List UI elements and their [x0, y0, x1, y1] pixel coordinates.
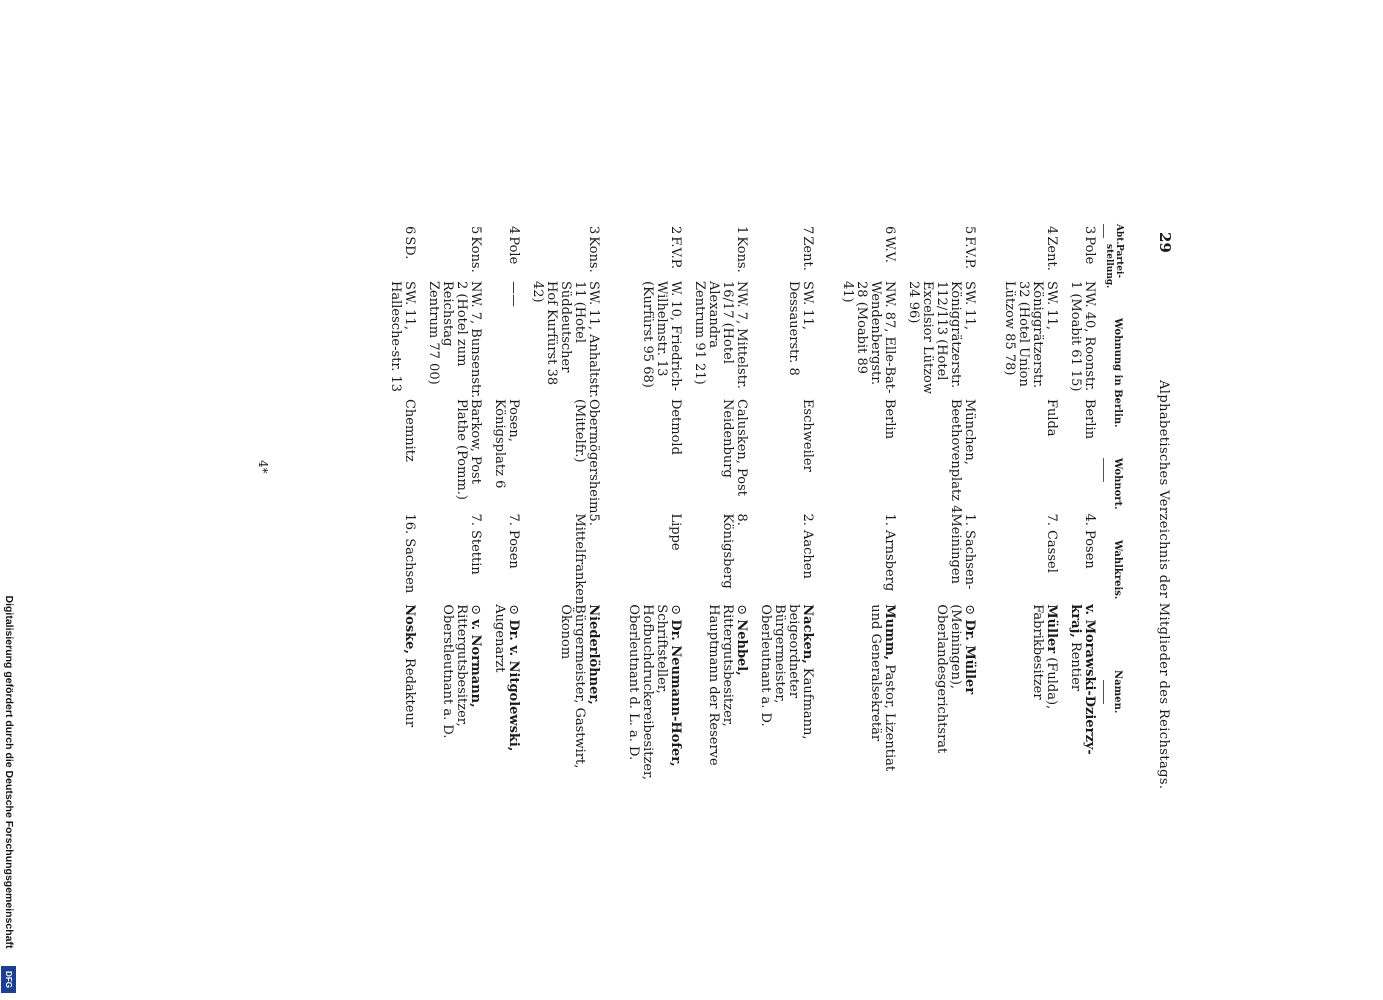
name-cell	[1068, 604, 1096, 780]
member-name: Dr. Müller	[962, 619, 977, 695]
signature-mark: 4*	[256, 460, 270, 474]
member-mark: ⊙	[468, 604, 483, 616]
member-occupation: Rittergutsbesitzer, Hauptmann der Reserve	[706, 604, 735, 766]
table-row	[492, 224, 520, 780]
column-header-wohnung: Wohnung in Berlin.	[1112, 318, 1123, 428]
wahlkreis-cell: 1. Arnsberg	[882, 513, 897, 592]
abt-cell: 6	[402, 226, 417, 235]
row-spacer	[520, 224, 530, 780]
column-header-wahlkreis: Wahlkreis.	[1112, 540, 1123, 600]
column-header-fraktion: Partei-stellung.	[1104, 244, 1124, 289]
member-mark: ⊙	[962, 604, 977, 616]
name-cell	[692, 604, 748, 780]
header-rule	[1103, 680, 1104, 704]
wahlkreis-cell: 8. Königsberg	[720, 513, 749, 589]
wohnung-cell: W. 10, Friedrich-Wilhelmstr. 13 (Kurfürst 95 68)	[640, 281, 683, 392]
wahlkreis-cell: 4. Posen	[1082, 513, 1097, 569]
member-occupation: Redakteur	[402, 658, 417, 728]
wohnung-cell: ——	[506, 281, 521, 308]
header-rule	[1103, 224, 1104, 238]
members-table	[378, 224, 1096, 780]
wahlkreis-cell: 5. Mittelfranken	[572, 513, 601, 605]
abt-cell: 6	[882, 226, 897, 235]
abt-cell: 4	[506, 226, 521, 235]
wohnort-cell: Chemnitz	[402, 398, 417, 462]
page-number: 29	[1156, 232, 1174, 253]
name-cell	[840, 604, 896, 780]
wahlkreis-cell: 7. Posen	[506, 513, 521, 569]
wahlkreis-cell: Lippe	[668, 513, 683, 551]
wahlkreis-cell: 7. Cassel	[1044, 513, 1059, 573]
table-row	[758, 224, 814, 780]
member-name: Müller	[1044, 604, 1059, 654]
fraktion-cell: Kons.	[586, 236, 601, 273]
member-occupation: Bürgermeister, Gastwirt, Ökonom	[558, 604, 587, 769]
member-occupation: Kaufmann, beigeordneter Bürgermeister, Oberleutnant a. D.	[758, 604, 815, 740]
wohnort-cell: Fulda	[1044, 398, 1059, 437]
name-cell	[626, 604, 682, 780]
fraktion-cell: Zent.	[1044, 236, 1059, 271]
member-occupation: Schriftsteller, Hofbuchdruckereibesitzer, Oberleutnant d. L. a. D.	[626, 604, 669, 780]
table-row	[840, 224, 896, 780]
row-spacer	[600, 224, 626, 780]
wohnung-cell: NW. 7, Mittelstr. 16/17 (Hotel Alexandra Zentrum 91 21)	[692, 281, 749, 389]
member-occupation: Augenarzt	[492, 604, 507, 673]
member-name: Niederlöhner,	[586, 604, 601, 705]
member-occupation: Rentier	[1068, 641, 1083, 692]
name-cell	[530, 604, 600, 780]
wohnort-cell: Obermögersheim (Mittelfr.)	[572, 398, 601, 514]
row-spacer	[814, 224, 840, 780]
wohnung-cell: NW. 7, Bunsenstr. 2 (Hotel zum Reichstag Zentrum 77 00)	[426, 281, 483, 399]
fraktion-cell: Zent.	[800, 236, 815, 271]
row-spacer	[896, 224, 906, 780]
wohnort-cell: Berlin	[882, 398, 897, 440]
fraktion-cell: F.V.P.	[668, 236, 683, 269]
abt-cell: 3	[586, 226, 601, 235]
rotated-page	[236, 210, 1176, 790]
fraktion-cell: SD.	[402, 236, 417, 260]
member-occupation: (Fulda), Fabrikbesitzer	[1030, 604, 1059, 710]
member-occupation: (Meiningen), Oberlandesgerichtsrat	[934, 604, 963, 754]
member-name: Noske,	[402, 604, 417, 654]
wohnort-cell: München, Beethovenplatz 4	[948, 398, 977, 514]
table-row	[530, 224, 600, 780]
row-spacer	[378, 224, 388, 780]
member-name: Nacken,	[800, 604, 815, 664]
member-mark: ⊙	[734, 604, 749, 616]
header-rule	[1103, 458, 1104, 482]
row-spacer	[748, 224, 758, 780]
table-row	[1002, 224, 1058, 780]
abt-cell: 5	[962, 226, 977, 235]
member-occupation: Pastor, Lizentiat und Generalsekretär	[868, 604, 897, 772]
member-mark: ⊙	[506, 604, 521, 616]
name-cell	[758, 604, 814, 780]
abt-cell: 3	[1082, 226, 1097, 235]
table-row	[388, 224, 416, 780]
row-spacer	[482, 224, 492, 780]
wohnung-cell: NW. 87, Elle-Bat-Wendenbergstr. 28 (Moabit 89 41)	[840, 281, 897, 394]
wohnort-cell: Barkow, Post Plathe (Pomm.)	[454, 398, 483, 500]
fraktion-cell: Kons.	[734, 236, 749, 273]
member-name: Mumm,	[882, 604, 897, 661]
member-name: v. Morawski-Dzierzy-kraj,	[1068, 604, 1097, 755]
table-row	[626, 224, 682, 780]
name-cell	[906, 604, 976, 780]
abt-cell: 2	[668, 226, 683, 235]
fraktion-cell: Pole	[506, 236, 521, 265]
wohnung-cell: SW. 11, Anhaltstr. 11 (Hotel Süddeutscher Hof Kurfürst 38 42)	[530, 281, 601, 399]
member-name: v. Normann,	[468, 619, 483, 708]
member-name: Dr. v. Nitgolewski,	[506, 619, 521, 752]
name-cell	[388, 604, 416, 780]
wohnort-cell: Detmold	[668, 398, 683, 455]
column-header-name: Namen.	[1112, 670, 1123, 714]
row-spacer	[416, 224, 426, 780]
wohnort-cell: Berlin	[1082, 398, 1097, 440]
fraktion-cell: Pole	[1082, 236, 1097, 265]
dfg-logo: DFG	[1, 966, 16, 993]
page-header	[1152, 210, 1174, 790]
wahlkreis-cell: 2. Aachen	[800, 513, 815, 579]
credit-text: Digitalisierung gefördert durch die Deutsche Forschungsgemeinschaft	[3, 595, 15, 949]
wohnort-cell: Posen, Königsplatz 6	[492, 398, 521, 489]
fraktion-cell: W.V.	[882, 236, 897, 263]
wahlkreis-cell: 7. Stettin	[468, 513, 483, 575]
row-spacer	[682, 224, 692, 780]
abt-cell: 7	[800, 226, 815, 235]
column-header-abt: Abt.	[1114, 224, 1124, 245]
member-occupation: Rittergutsbesitzer, Oberstleutnant a. D.	[440, 604, 469, 739]
table-row	[1068, 224, 1096, 780]
name-cell	[492, 604, 520, 780]
name-cell	[1002, 604, 1058, 780]
wohnung-cell: SW. 11, Dessauerstr. 8	[786, 281, 815, 376]
table-row	[692, 224, 748, 780]
abt-cell: 5	[468, 226, 483, 235]
wohnung-cell: SW. 11, Königgrätzerstr. 32 (Hotel Union Lützow 85 78)	[1002, 281, 1059, 389]
table-row	[426, 224, 482, 780]
wahlkreis-cell: 1. Sachsen-Meiningen	[948, 513, 977, 590]
digitization-credit	[0, 0, 18, 1000]
fraktion-cell: F.V.P.	[962, 236, 977, 269]
abt-cell: 1	[734, 226, 749, 235]
wohnung-cell: SW. 11, Hallesche-str. 13	[388, 281, 417, 393]
row-spacer	[1058, 224, 1068, 780]
member-name: Nehbel,	[734, 619, 749, 676]
wohnort-cell: Calusken, Post Neidenburg	[720, 398, 749, 496]
name-cell	[426, 604, 482, 780]
wohnung-cell: NW. 40, Roonstr. 1 (Moabit 61 15)	[1068, 281, 1097, 392]
member-name: Dr. Neumann-Hofer,	[668, 619, 683, 767]
wohnung-cell: SW. 11, Königgrätzerstr. 112/113 (Hotel Excelsior Lützow 24 96)	[906, 281, 977, 395]
fraktion-cell: Kons.	[468, 236, 483, 273]
wohnort-cell: Eschweiler	[800, 398, 815, 472]
member-mark: ⊙	[668, 604, 683, 616]
column-header-wohnort: Wohnort.	[1112, 458, 1123, 510]
wahlkreis-cell: 16. Sachsen	[402, 513, 417, 594]
page-title: Alphabetisches Verzeichnis der Mitglieder des Reichstags.	[1156, 380, 1171, 790]
row-spacer	[976, 224, 1002, 780]
table-row	[906, 224, 976, 780]
abt-cell: 4	[1044, 226, 1059, 235]
